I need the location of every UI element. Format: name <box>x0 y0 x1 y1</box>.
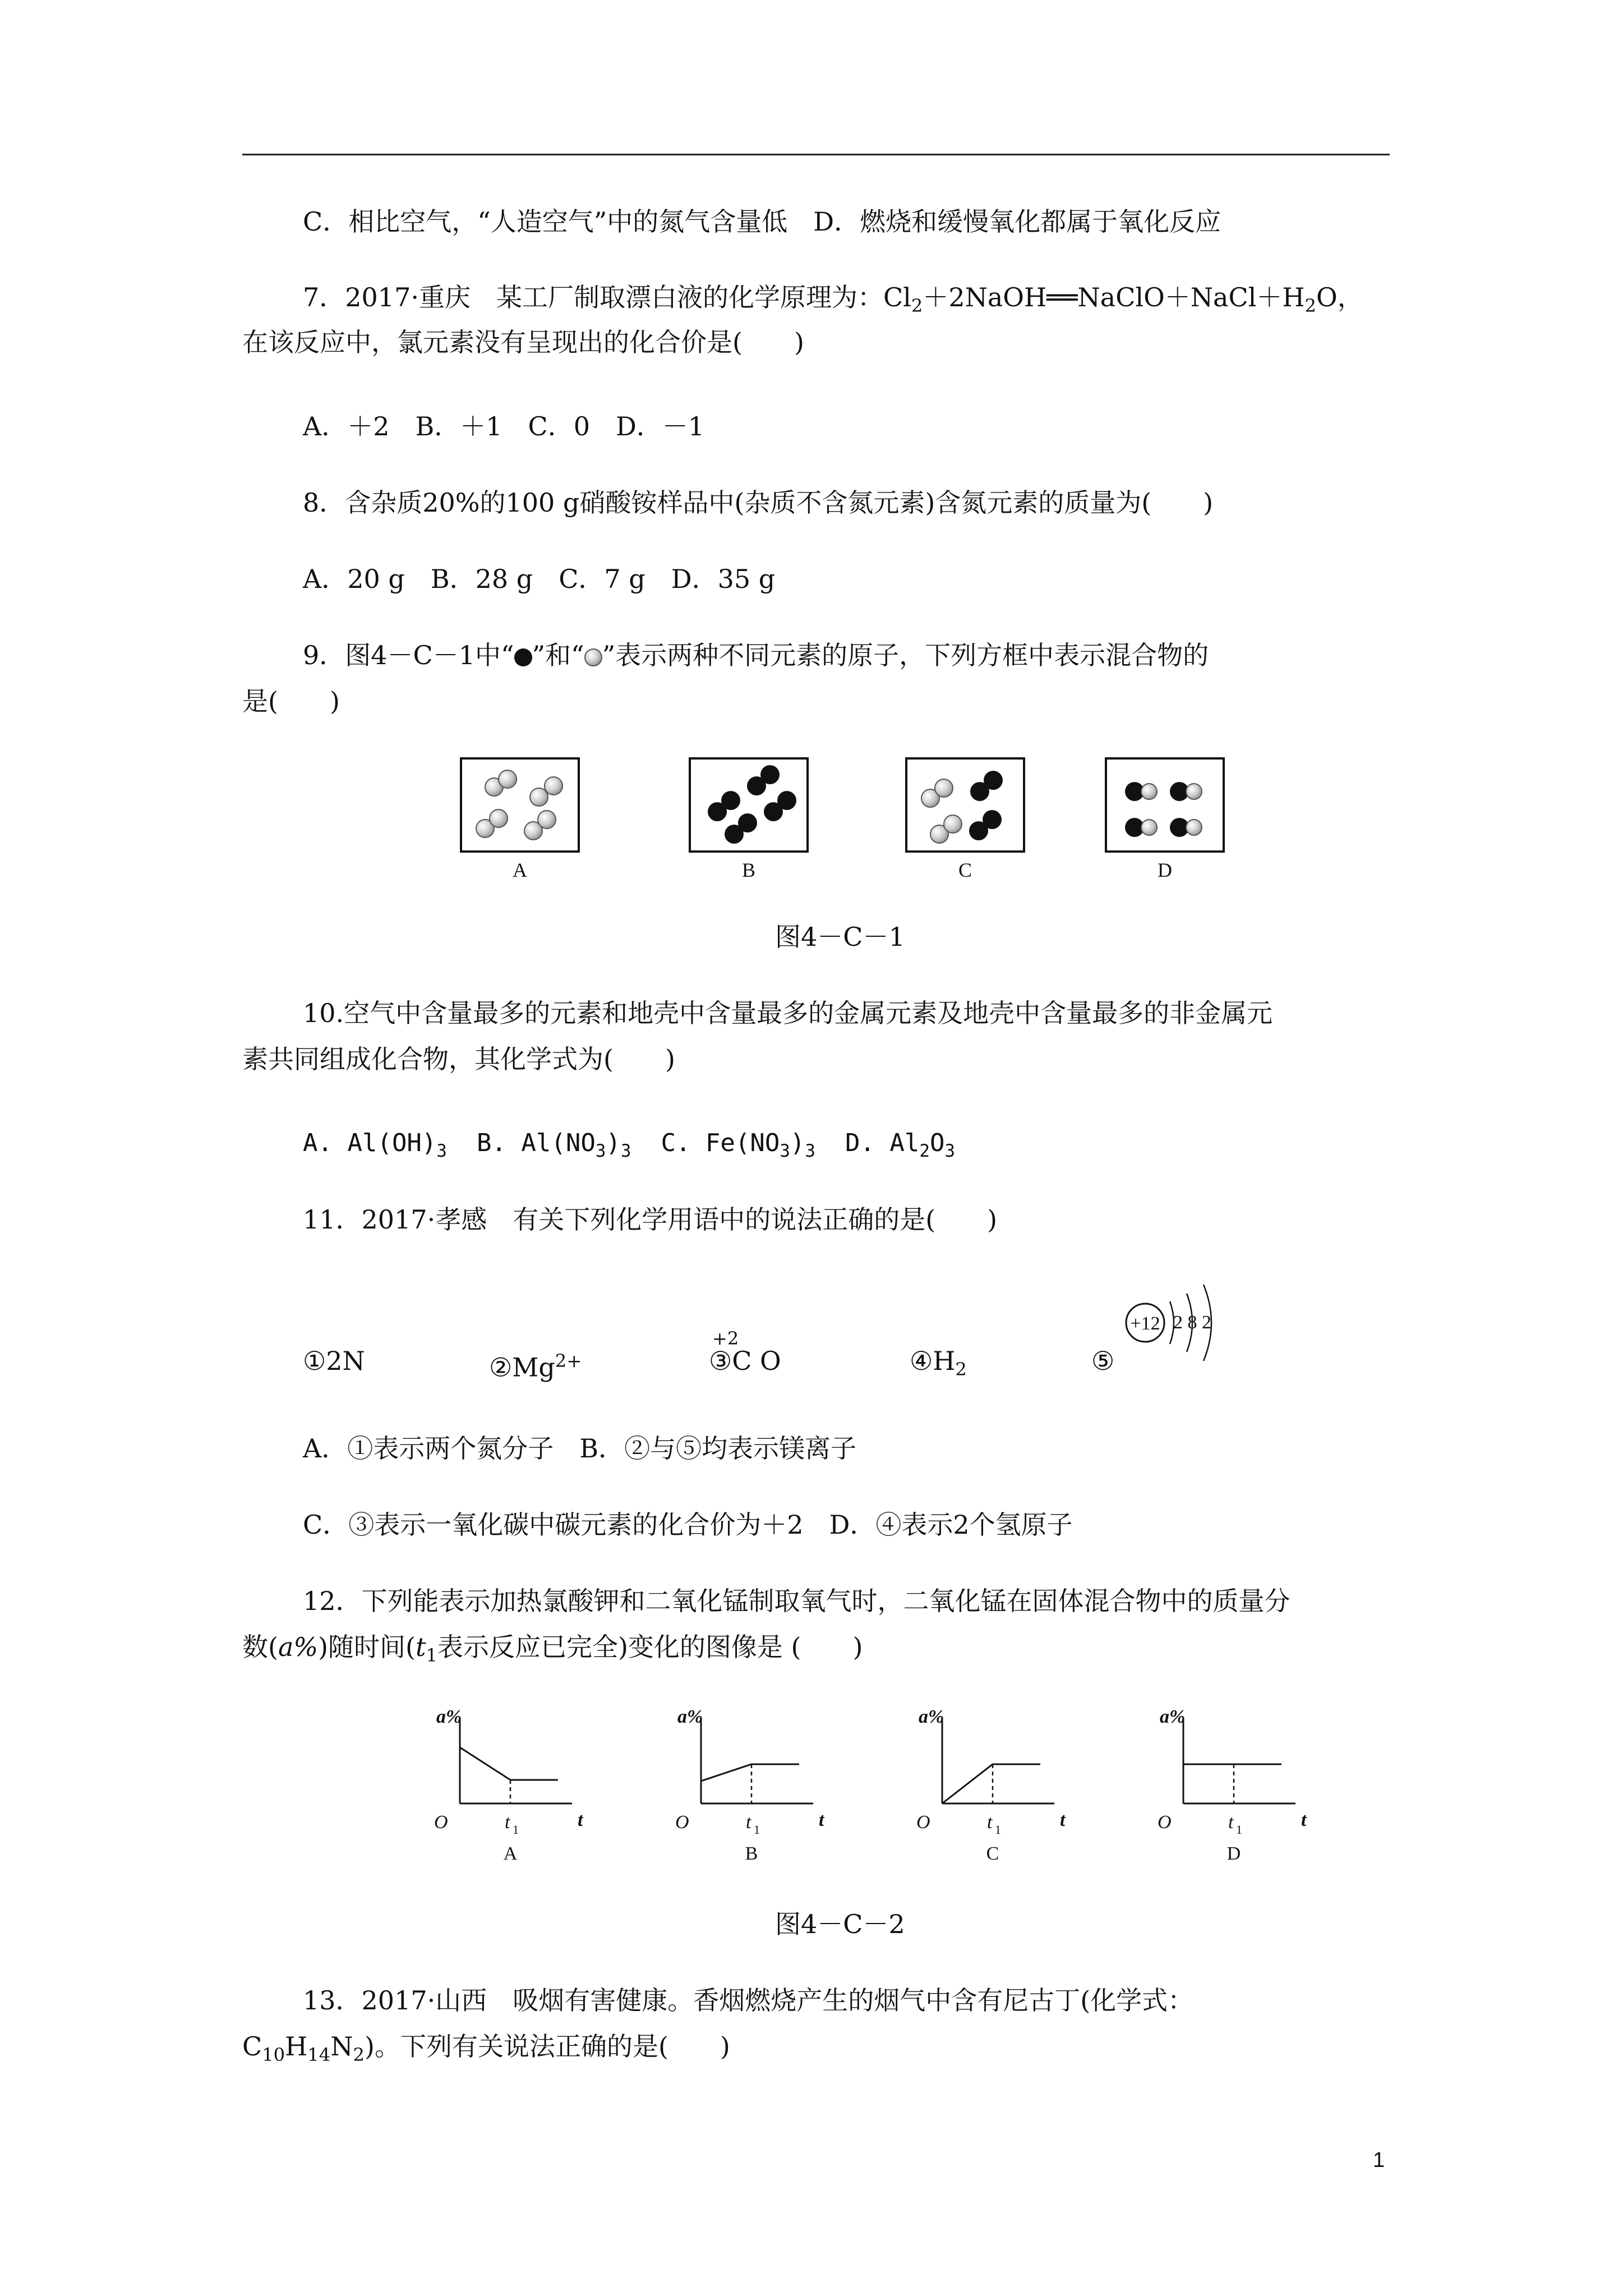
figure-label-d: D <box>1158 859 1172 881</box>
molecule-box-c <box>905 757 1025 853</box>
q11-symbol-3: ③C O <box>709 1346 781 1376</box>
molecule-box-d <box>1105 757 1225 853</box>
y-axis-label: a% <box>919 1706 944 1727</box>
q9-stem-cont: 是( ) <box>242 686 340 716</box>
header-rule <box>242 154 1390 155</box>
nucleus-charge: +12 <box>1130 1313 1160 1334</box>
graph-label: D <box>1227 1843 1241 1864</box>
graph-label: B <box>745 1843 758 1864</box>
black-atom <box>777 791 796 810</box>
q7-stem: 7．2017·重庆 某工厂制取漂白液的化学原理为：$Cl_2+2NaOH══NaClO+NaCl+H_2O$， <box>303 282 1363 317</box>
electron-counts: 2 8 2 <box>1173 1312 1211 1333</box>
figure-label-b: B <box>741 859 755 881</box>
black-atom <box>760 765 780 784</box>
q12-stem: 12．下列能表示加热氯酸钾和二氧化锰制取氧气时，二氧化锰在固体混合物中的质量分 <box>303 1586 1290 1616</box>
q13-stem-cont: $C_{10}H_{14}N_2$)。下列有关说法正确的是( ) <box>242 2031 730 2066</box>
figure-label-a: A <box>513 859 527 881</box>
q11-symbol-1: ①2N <box>303 1346 365 1376</box>
molecule-box-b <box>689 757 809 853</box>
figure-label-c: C <box>958 859 972 881</box>
q11-symbol-4: $④H_2$ <box>910 1346 967 1381</box>
t1-label: t <box>746 1812 751 1833</box>
t-axis-label: t <box>1060 1810 1066 1830</box>
q10-options: A. $Al(OH)_3$ B. $Al(NO_3)_3$ C. $Fe(NO_3)_3$ D. $Al_2O_3$ <box>303 1129 955 1161</box>
graph-label: C <box>986 1843 999 1864</box>
t1-subscript: 1 <box>995 1823 1001 1837</box>
q12-stem-cont: 数(a%)随时间($t_1$表示反应已完全)变化的图像是 ( ) <box>242 1632 863 1667</box>
grey-atom <box>537 810 556 829</box>
q10-stem-cont: 素共同组成化合物，其化学式为( ) <box>242 1044 675 1074</box>
black-atom <box>738 813 757 832</box>
t1-label: t <box>987 1812 993 1833</box>
grey-atom-icon <box>584 648 602 666</box>
t1-label: t <box>1228 1812 1234 1833</box>
q8-stem: 8．含杂质20%的100 g硝酸铵样品中(杂质不含氮元素)含氮元素的质量为( ) <box>303 487 1214 518</box>
grey-atom <box>498 770 517 789</box>
t1-subscript: 1 <box>513 1823 519 1837</box>
q10-stem: 10.空气中含量最多的元素和地壳中含量最多的金属元素及地壳中含量最多的非金属元 <box>303 998 1273 1028</box>
black-atom <box>721 791 740 810</box>
atomic-structure-diagram <box>1116 1262 1245 1363</box>
q13-stem: 13．2017·山西 吸烟有害健康。香烟燃烧产生的烟气中含有尼古丁(化学式： <box>303 1985 1194 2016</box>
black-atom-icon <box>514 648 532 666</box>
grey-atom <box>544 776 563 795</box>
black-atom <box>984 771 1003 790</box>
figure-4-c-2-caption: 图4－C－2 <box>775 1909 905 1939</box>
page-number: 1 <box>1373 2148 1385 2172</box>
q11-options-ab: A．①表示两个氮分子 B．②与⑤均表示镁离子 <box>303 1433 857 1464</box>
origin-label: O <box>1158 1812 1172 1833</box>
t-axis-label: t <box>578 1810 583 1830</box>
q11-symbol-2: $②Mg^{2+}$ <box>489 1350 582 1383</box>
figure-4-c-2 <box>393 1700 1312 1885</box>
q11-stem: 11．2017·孝感 有关下列化学用语中的说法正确的是( ) <box>303 1204 998 1235</box>
graph-label: A <box>503 1843 518 1864</box>
y-axis-label: a% <box>1160 1706 1186 1727</box>
t1-label: t <box>505 1812 510 1833</box>
t1-subscript: 1 <box>1236 1823 1242 1837</box>
t-axis-label: t <box>1301 1810 1307 1830</box>
origin-label: O <box>916 1812 930 1833</box>
q9-stem: 9．图4－C－1中“ ”和“ ”表示两种不同元素的原子，下列方框中表示混合物的 <box>303 640 1209 670</box>
grey-atom <box>934 779 953 798</box>
t1-subscript: 1 <box>754 1823 760 1837</box>
q11-options-cd: C．③表示一氧化碳中碳元素的化合价为＋2 D．④表示2个氢原子 <box>303 1510 1073 1540</box>
grey-atom <box>1186 819 1202 836</box>
origin-label: O <box>675 1812 689 1833</box>
t-axis-label: t <box>819 1810 824 1830</box>
q8-options: A．20 g B．28 g C．7 g D．35 g <box>303 564 776 594</box>
grey-atom <box>1141 819 1158 836</box>
origin-label: O <box>434 1812 448 1833</box>
q7-options: A．＋2 B．＋1 C．0 D．－1 <box>303 411 705 441</box>
grey-atom <box>1141 783 1158 800</box>
figure-4-c-1-caption: 图4－C－1 <box>775 922 905 952</box>
q11-symbol-5: ⑤ <box>1091 1346 1115 1376</box>
grey-atom <box>943 815 962 834</box>
grey-atom <box>489 809 508 828</box>
q11-symbol-3-valence: +2 <box>712 1328 739 1349</box>
black-atom <box>983 810 1002 829</box>
q6-options-cd: C．相比空气，“人造空气”中的氮气含量低 D．燃烧和缓慢氧化都属于氧化反应 <box>303 206 1221 237</box>
data-curve <box>942 1764 1040 1803</box>
data-curve <box>460 1747 558 1780</box>
grey-atom <box>1186 783 1202 800</box>
q7-stem-cont: 在该反应中，氯元素没有呈现出的化合价是( ) <box>242 327 804 357</box>
y-axis-label: a% <box>677 1706 703 1727</box>
data-curve <box>701 1764 799 1781</box>
y-axis-label: a% <box>436 1706 462 1727</box>
molecule-box-a <box>460 757 580 853</box>
